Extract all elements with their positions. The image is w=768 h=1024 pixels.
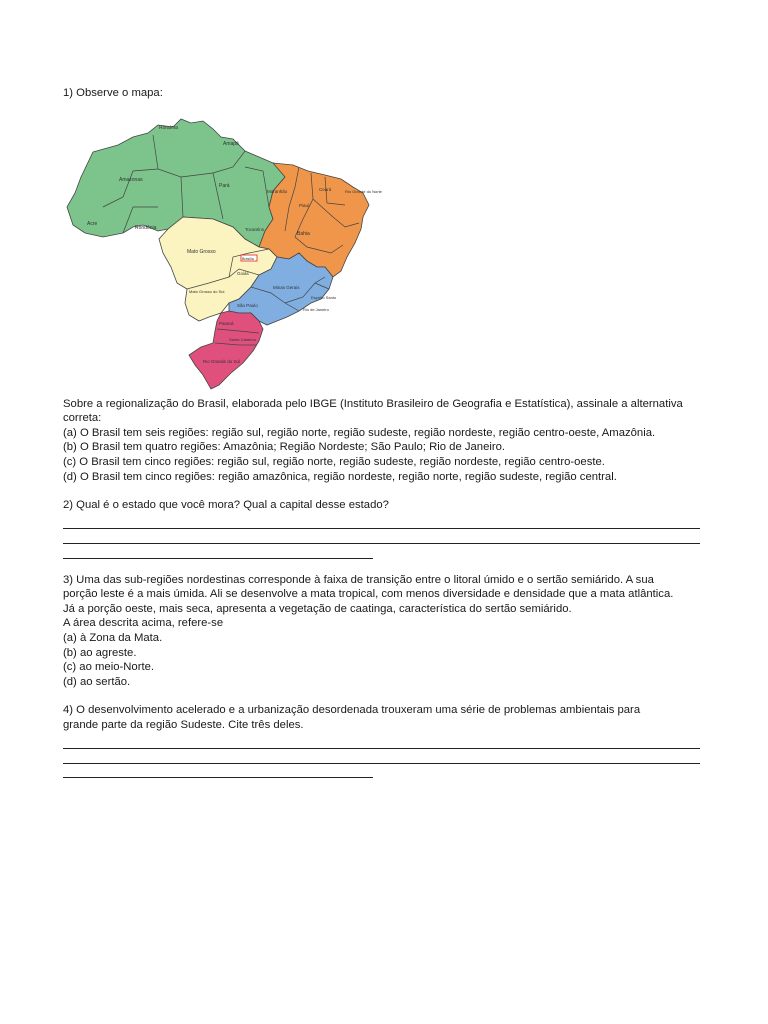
- map-label-piaui: Piauí: [299, 202, 310, 208]
- map-label-parana: Paraná: [219, 320, 234, 326]
- q2-answer-line[interactable]: [63, 529, 700, 544]
- map-label-espirito-santo: Espírito Santo: [311, 294, 337, 300]
- map-label-ceara: Ceará: [319, 186, 332, 192]
- q4-answer-line[interactable]: [63, 749, 700, 764]
- q3-option-c: (c) ao meio-Norte.: [63, 661, 155, 674]
- q2-answer-area[interactable]: [63, 515, 703, 559]
- q2-answer-line[interactable]: [63, 515, 700, 530]
- map-label-brasilia: Brasília: [242, 256, 254, 261]
- q3-line-2: porção leste é a mais úmida. Ali se desenvolve a mata tropical, com menos diversidade e densidade que a mata atlântica.: [63, 588, 674, 601]
- map-label-tocantins: Tocantins: [245, 226, 265, 232]
- q4-answer-area[interactable]: [63, 734, 703, 778]
- map-label-roraima: Roraima: [159, 124, 178, 131]
- q1-option-b: (b) O Brasil tem quatro regiões: Amazônia; Região Nordeste; São Paulo; Rio de Janeiro.: [63, 441, 506, 454]
- map-label-bahia: Bahia: [297, 230, 310, 237]
- map-label-sao-paulo: São Paulo: [237, 302, 258, 308]
- map-label-rio-de-janeiro: Rio de Janeiro: [303, 306, 329, 312]
- map-label-mato-grosso-do-sul: Mato Grosso do Sul: [189, 288, 225, 294]
- map-label-maranhao: Maranhão: [267, 188, 288, 194]
- map-label-mato-grosso: Mato Grosso: [187, 248, 216, 255]
- q1-option-a: (a) O Brasil tem seis regiões: região sul, região norte, região sudeste, região nordeste, região centro-oeste, Amazônia.: [63, 426, 656, 439]
- q1-heading: 1) Observe o mapa:: [63, 87, 163, 99]
- q2-answer-line[interactable]: [63, 544, 373, 559]
- map-label-amapa: Amapá: [223, 140, 239, 147]
- map-label-minas-gerais: Minas Gerais: [273, 284, 300, 290]
- map-label-acre: Acre: [87, 220, 98, 227]
- q4-answer-line[interactable]: [63, 764, 373, 779]
- q3-line-4: A área descrita acima, refere-se: [63, 617, 224, 630]
- map-label-para: Pará: [219, 182, 230, 189]
- map-label-goias: Goiás: [237, 270, 249, 276]
- q1-option-c: (c) O Brasil tem cinco regiões: região sul, região norte, região sudeste, região nordeste, região centro-oeste.: [63, 455, 605, 468]
- q1-option-d: (d) O Brasil tem cinco regiões: região amazônica, região nordeste, região norte, região sudeste, região central.: [63, 470, 617, 483]
- q4-answer-line[interactable]: [63, 734, 700, 749]
- q3-line-3: Já a porção oeste, mais seca, apresenta a vegetação de caatinga, característica do sertão semiárido.: [63, 602, 572, 615]
- q1-intro-line-1: Sobre a regionalização do Brasil, elaborada pelo IBGE (Instituto Brasileiro de Geografia e Estatística), assinale a alternativa: [63, 397, 683, 410]
- q4-line-1: 4) O desenvolvimento acelerado e a urbanização desordenada trouxeram uma série de problemas ambientais para: [63, 704, 641, 717]
- q3-option-a: (a) à Zona da Mata.: [63, 631, 163, 644]
- q2-heading: 2) Qual é o estado que você mora? Qual a capital desse estado?: [63, 499, 389, 512]
- map-label-rondonia: Rondônia: [135, 224, 157, 231]
- q4-line-2: grande parte da região Sudeste. Cite três deles.: [63, 718, 304, 731]
- map-label-rio-grande-do-norte: Rio Grande do Norte: [345, 188, 382, 194]
- map-label-santa-catarina: Santa Catarina: [229, 336, 256, 342]
- worksheet: [63, 86, 703, 778]
- q1-intro-line-2: correta:: [63, 412, 102, 425]
- q3-line-1: 3) Uma das sub-regiões nordestinas corresponde à faixa de transição entre o litoral úmido e o sertão semiárido. A sua: [63, 573, 654, 586]
- q3-option-d: (d) ao sertão.: [63, 675, 131, 688]
- q3-option-b: (b) ao agreste.: [63, 646, 137, 659]
- brazil-regions-map: [63, 107, 393, 397]
- map-label-rio-grande-do-sul: Rio Grande do Sul: [203, 358, 241, 364]
- map-label-amazonas: Amazonas: [119, 176, 143, 183]
